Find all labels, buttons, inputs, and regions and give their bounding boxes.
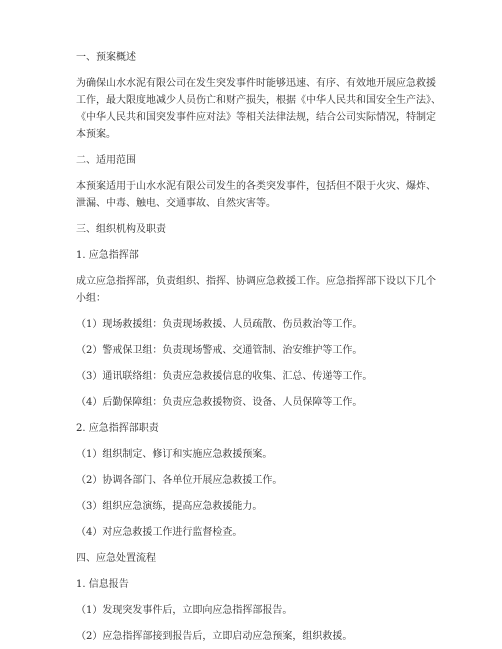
paragraph-overview: [76, 75, 441, 143]
text-line: 2. 应急指挥部职责: [76, 423, 159, 434]
section-heading-procedure: [76, 550, 428, 567]
text-line: 一、预案概述: [76, 52, 136, 63]
subsection-heading-duties: [76, 420, 428, 437]
text-line: 为确保山水水泥有限公司在发生突发事件时能够迅速、有序、有效地开展应急救援: [76, 78, 436, 89]
text-line: 本预案。: [76, 129, 116, 140]
text-line: （1）现场救援组：负责现场救援、人员疏散、伤员救治等工作。: [76, 319, 363, 330]
text-line: 成立应急指挥部，负责组织、指挥、协调应急救援工作。应急指挥部下设以下几个: [76, 276, 436, 287]
list-item: [76, 368, 428, 385]
list-item: [76, 628, 428, 645]
paragraph-scope: [76, 178, 436, 212]
text-line: （4）后勤保障组：负责应急救援物资、设备、人员保障等工作。: [76, 397, 363, 408]
text-line: 1. 信息报告: [76, 579, 129, 590]
text-line: （3）组织应急演练，提高应急救援能力。: [76, 501, 263, 512]
text-line: 二、适用范围: [76, 155, 136, 166]
section-heading-scope: [76, 152, 428, 169]
list-item: [76, 602, 428, 619]
text-line: 1. 应急指挥部: [76, 250, 139, 261]
subsection-heading-command: [76, 247, 428, 264]
list-item: [76, 524, 428, 541]
list-item: [76, 342, 428, 359]
text-line: 工作，最大限度地减少人员伤亡和财产损失，根据《中华人民共和国安全生产法》、: [76, 95, 441, 106]
list-item: [76, 446, 428, 463]
text-line: 本预案适用于山水水泥有限公司发生的各类突发事件，包括但不限于火灾、爆炸、: [76, 181, 436, 192]
list-item: [76, 316, 428, 333]
list-item: [76, 498, 428, 515]
section-heading-organization: [76, 221, 428, 238]
paragraph-command: [76, 273, 436, 307]
text-line: 《中华人民共和国突发事件应对法》等相关法律法规，结合公司实际情况，特制定: [76, 112, 436, 123]
subsection-heading-report: [76, 576, 428, 593]
text-line: （2）警戒保卫组：负责现场警戒、交通管制、治安维护等工作。: [76, 345, 363, 356]
document-body: [76, 49, 441, 645]
text-line: （1）组织制定、修订和实施应急救援预案。: [76, 449, 273, 460]
section-heading-overview: [76, 49, 428, 66]
text-line: 小组：: [76, 293, 106, 304]
text-line: 四、应急处置流程: [76, 553, 156, 564]
list-item: [76, 394, 428, 411]
text-line: （1）发现突发事件后，立即向应急指挥部报告。: [76, 605, 293, 616]
text-line: （2）协调各部门、各单位开展应急救援工作。: [76, 475, 283, 486]
text-line: （2）应急指挥部接到报告后，立即启动应急预案，组织救援。: [76, 631, 353, 642]
text-line: （4）对应急救援工作进行监督检查。: [76, 527, 243, 538]
text-line: 三、组织机构及职责: [76, 224, 166, 235]
text-line: 泄漏、中毒、触电、交通事故、自然灾害等。: [76, 198, 276, 209]
list-item: [76, 472, 428, 489]
text-line: （3）通讯联络组：负责应急救援信息的收集、汇总、传递等工作。: [76, 371, 373, 382]
